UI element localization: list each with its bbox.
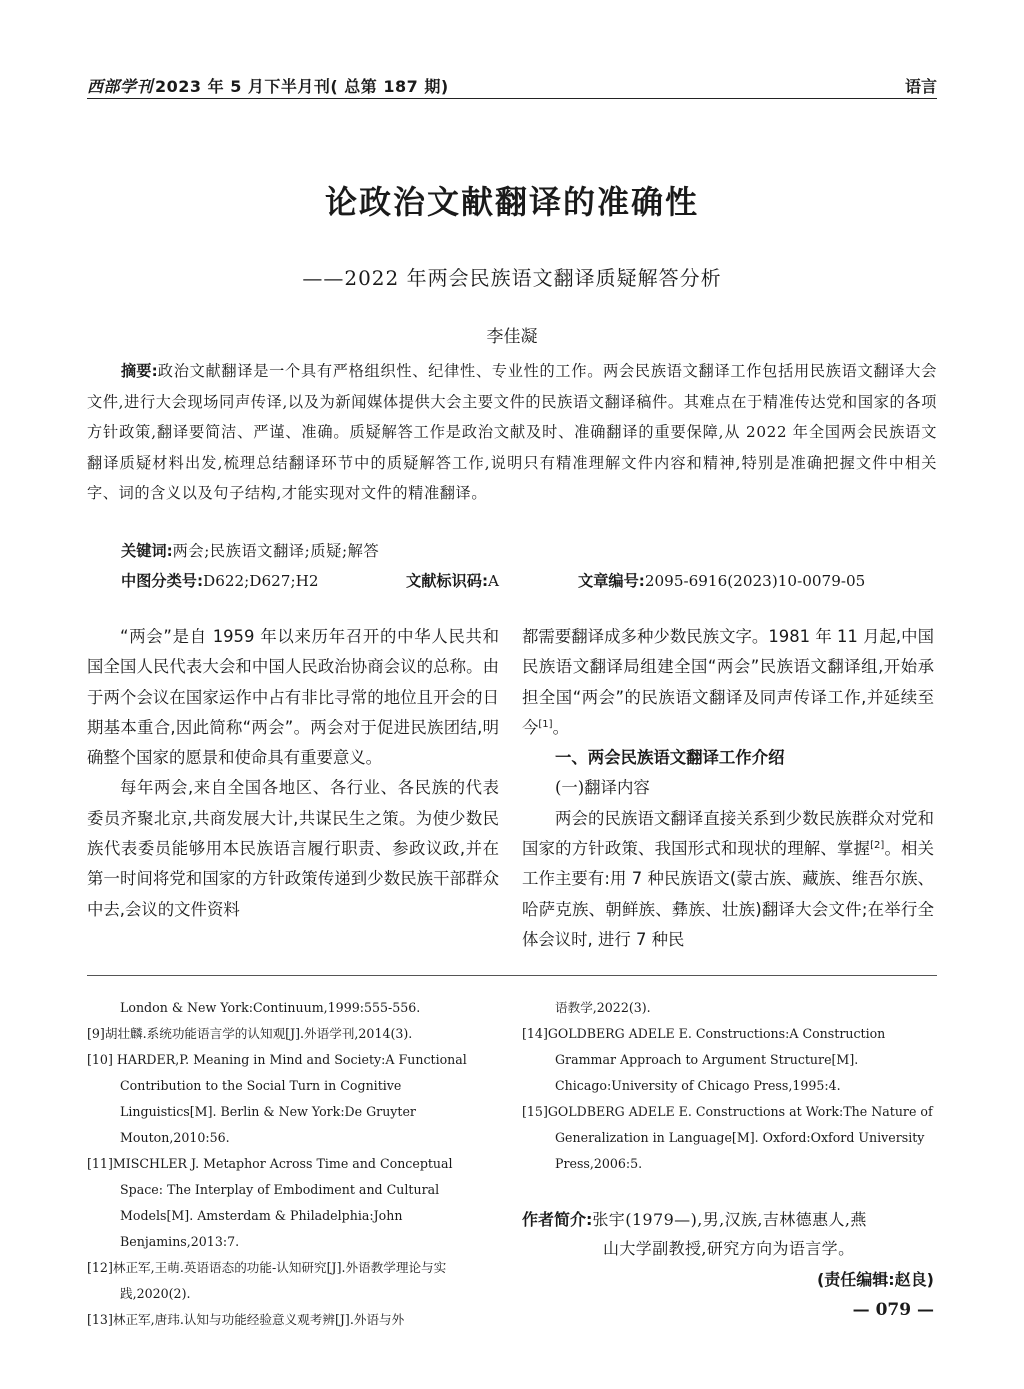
references-right [522, 995, 937, 1177]
keywords [121, 540, 379, 561]
abstract-text: 政治文献翻译是一个具有严格组织性、纪律性、专业性的工作。两会民族语文翻译工作包括用民族语文翻译大会文件,进行大会现场同声传译,以及为新闻媒体提供大会主要文件的民族语文翻译稿件。其难点在于精准传达党和国家的各项方针政策,翻译要简洁、严谨、准确。质疑解答工作是政治文献及时、准确翻译的重要保障,从 2022 年全国两会民族语文翻译质疑材料出发,梳理总结翻译环节中的质疑解答工作,说明只有精准理解文件内容和精神,特别是准确把握文件中相关字、词的含义以及句子结构,才能实现对文件的精准翻译。 [87, 362, 937, 502]
reference-text: 语教学,2022(3). [555, 1000, 651, 1015]
reference-text: 林正军,唐玮.认知与功能经验意义观考辨[J].外语与外 [112, 1312, 405, 1327]
references-divider [87, 975, 937, 976]
author-bio-line1: 张宇(1979—),男,汉族,吉林德惠人,燕 [592, 1210, 867, 1229]
reference-number: [10] [87, 1052, 113, 1067]
responsible-editor: (责任编辑:赵良) [816, 1270, 934, 1289]
reference-text: GOLDBERG ADELE E. Constructions:A Construction Grammar Approach to Argument Structure[M]. Chicago:University of Chicago Press,1995:4. [547, 1026, 886, 1093]
section-label: 语言 [904, 77, 937, 96]
reference-number: [15] [522, 1104, 548, 1119]
reference-text: GOLDBERG ADELE E. Constructions at Work:The Nature of Generalization in Language[M]. Oxford:Oxford University Press,2006:5. [547, 1104, 933, 1171]
clc-value: D622;D627;H2 [203, 572, 319, 590]
page-number: — 079 — [852, 1300, 934, 1320]
citation: [2] [870, 840, 885, 852]
paragraph-text: 。相关工作主要有:用 7 种民族语文(蒙古族、藏族、维吾尔族、哈萨克族、朝鲜族、彝族、壮族)翻译大会文件;在举行全体会议时, 进行 7 种民 [522, 839, 935, 949]
reference-text: London & New York:Continuum,1999:555-556. [120, 1000, 421, 1015]
header-rule [87, 98, 937, 99]
body-paragraph: 每年两会,来自全国各地区、各行业、各民族的代表委员齐聚北京,共商发展大计,共谋民生之策。为使少数民族代表委员能够用本民族语言履行职责、参政议政,并在第一时间将党和国家的方针政策传递到少数民族干部群众中去,会议的文件资料 [87, 778, 499, 919]
reference-number: [13] [87, 1312, 113, 1327]
reference-item [522, 1099, 937, 1177]
author-name: 李佳凝 [486, 327, 538, 347]
keywords-label: 关键词: [121, 542, 173, 560]
reference-item [87, 1255, 497, 1307]
body-paragraph: “两会”是自 1959 年以来历年召开的中华人民共和国全国人民代表大会和中国人民政治协商会议的总称。由于两个会议在国家运作中占有非比寻常的地位且开会的日期基本重合,因此简称“两会”。两会对于促进民族团结,明确整个国家的愿景和使命具有重要意义。 [87, 627, 499, 768]
article-title: 论政治文献翻译的准确性 [324, 183, 699, 221]
article-no-value: 2095-6916(2023)10-0079-05 [644, 572, 866, 590]
subsection-heading: (一)翻译内容 [555, 778, 650, 798]
doc-code-label: 文献标识码: [406, 572, 489, 590]
issue-info: 2023 年 5 月下半月刊( 总第 187 期) [155, 77, 449, 96]
article-no-label: 文章编号: [578, 572, 645, 590]
reference-item [87, 1151, 497, 1255]
journal-name: 西部学刊 [87, 77, 154, 96]
reference-text: HARDER,P. Meaning in Mind and Society:A Functional Contribution to the Social Turn in Cognitive Linguistics[M]. Berlin & New York:De Gruyter Mouton,2010:56. [116, 1052, 467, 1145]
citation: [1] [538, 718, 553, 730]
reference-item [87, 995, 497, 1021]
article-subtitle: ——2022 年两会民族语文翻译质疑解答分析 [302, 266, 722, 290]
body-paragraph [522, 622, 934, 743]
reference-item [522, 1021, 937, 1099]
reference-number: [9] [87, 1026, 105, 1041]
body-paragraph [522, 804, 934, 955]
body-column-left [87, 622, 499, 925]
clc-label: 中图分类号: [121, 572, 204, 590]
paragraph-text: 。 [552, 717, 569, 737]
reference-text: 林正军,王萌.英语语态的功能-认知研究[J].外语教学理论与实践,2020(2). [112, 1260, 447, 1301]
classification-line [121, 570, 951, 591]
clc-code [121, 570, 406, 591]
reference-item [87, 1047, 497, 1151]
abstract-label: 摘要: [121, 362, 158, 380]
reference-text: 胡壮麟.系统功能语言学的认知观[J].外语学刊,2014(3). [104, 1026, 413, 1041]
author-bio-label: 作者简介: [522, 1210, 593, 1229]
article-number [578, 570, 865, 591]
reference-item [522, 995, 937, 1021]
reference-number: [12] [87, 1260, 113, 1275]
doc-code-value: A [488, 572, 499, 590]
author-bio-line2: 山大学副教授,研究方向为语言学。 [603, 1239, 855, 1258]
author-bio [522, 1205, 937, 1263]
references-left [87, 995, 497, 1333]
section-heading: 一、两会民族语文翻译工作介绍 [555, 748, 785, 768]
reference-item [87, 1307, 497, 1333]
keywords-text: 两会;民族语文翻译;质疑;解答 [172, 542, 380, 560]
paragraph-text: 两会的民族语文翻译直接关系到少数民族群众对党和国家的方针政策、我国形式和现状的理解、掌握 [522, 808, 934, 859]
paragraph-text: 都需要翻译成多种少数民族文字。1981 年 11 月起,中国民族语文翻译局组建全国“两会”民族语文翻译组,开始承担全国“两会”的民族语文翻译及同声传译工作,并延续至今 [522, 627, 934, 737]
reference-item [87, 1021, 497, 1047]
body-column-right [522, 622, 934, 955]
reference-text: MISCHLER J. Metaphor Across Time and Conceptual Space: The Interplay of Embodiment and Cultural Models[M]. Amsterdam & Philadelphia:John Benjamins,2013:7. [112, 1156, 453, 1249]
abstract [87, 356, 937, 509]
reference-number: [14] [522, 1026, 548, 1041]
doc-code [406, 570, 578, 591]
running-header-left [87, 74, 449, 97]
reference-number: [11] [87, 1156, 113, 1171]
